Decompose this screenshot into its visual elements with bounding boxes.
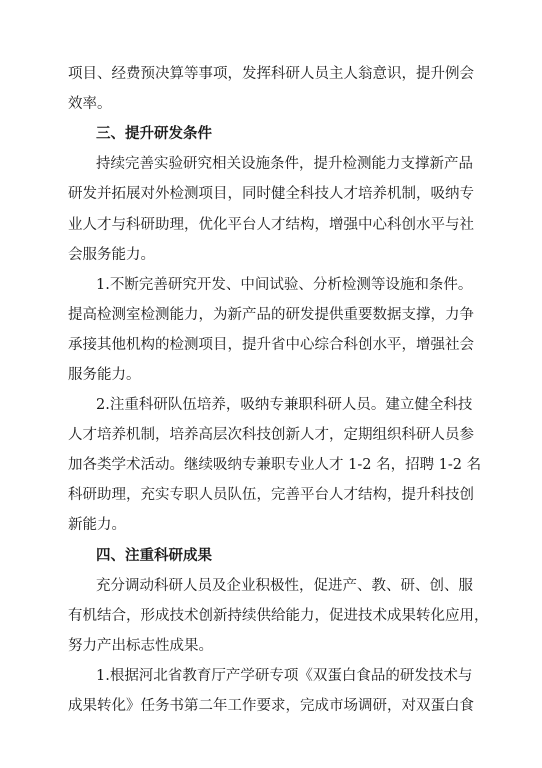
text-line: 人才培养机制，培养高层次科技创新人才，定期组织科研人员参 [68, 427, 474, 443]
text-line: 成果转化》任务书第二年工作要求，完成市场调研，对双蛋白食 [68, 698, 474, 714]
text-line: 服务能力。 [68, 367, 141, 383]
text-line: 努力产出标志性成果。 [68, 638, 213, 654]
text-line: 1.不断完善研究开发、中间试验、分析检测等设施和条件。 [96, 277, 473, 293]
text-line: 持续完善实验研究相关设施条件，提升检测能力支撑新产品 [96, 156, 473, 172]
text-line: 研发并拓展对外检测项目，同时健全科技人才培养机制，吸纳专 [68, 186, 474, 202]
text-line: 2.注重科研队伍培养，吸纳专兼职科研人员。建立健全科技 [96, 397, 473, 413]
text-line: 项目、经费预决算等事项，发挥科研人员主人翁意识，提升例会 [68, 66, 474, 82]
section-heading: 三、提升研发条件 [96, 126, 212, 142]
text-line: 提高检测室检测能力，为新产品的研发提供重要数据支撑，力争 [68, 307, 474, 323]
text-line: 科研助理，充实专职人员队伍，完善平台人才结构，提升科技创 [68, 487, 474, 503]
text-line: 1.根据河北省教育厅产学研专项《双蛋白食品的研发技术与 [96, 668, 473, 684]
text-line: 承接其他机构的检测项目，提升省中心综合科创水平，增强社会 [68, 337, 474, 353]
text-line: 加各类学术活动。继续吸纳专兼职专业人才 1-2 名，招聘 1-2 名 [68, 457, 482, 473]
text-line: 业人才与科研助理，优化平台人才结构，增强中心科创水平与社 [68, 217, 474, 233]
text-line: 新能力。 [68, 517, 126, 533]
text-line: 有机结合，形成技术创新持续供给能力，促进技术成果转化应用， [68, 608, 489, 624]
section-heading: 四、注重科研成果 [96, 548, 212, 564]
text-line: 充分调动科研人员及企业积极性，促进产、教、研、创、服 [96, 578, 473, 594]
text-line: 会服务能力。 [68, 247, 155, 263]
text-line: 效率。 [68, 96, 112, 112]
